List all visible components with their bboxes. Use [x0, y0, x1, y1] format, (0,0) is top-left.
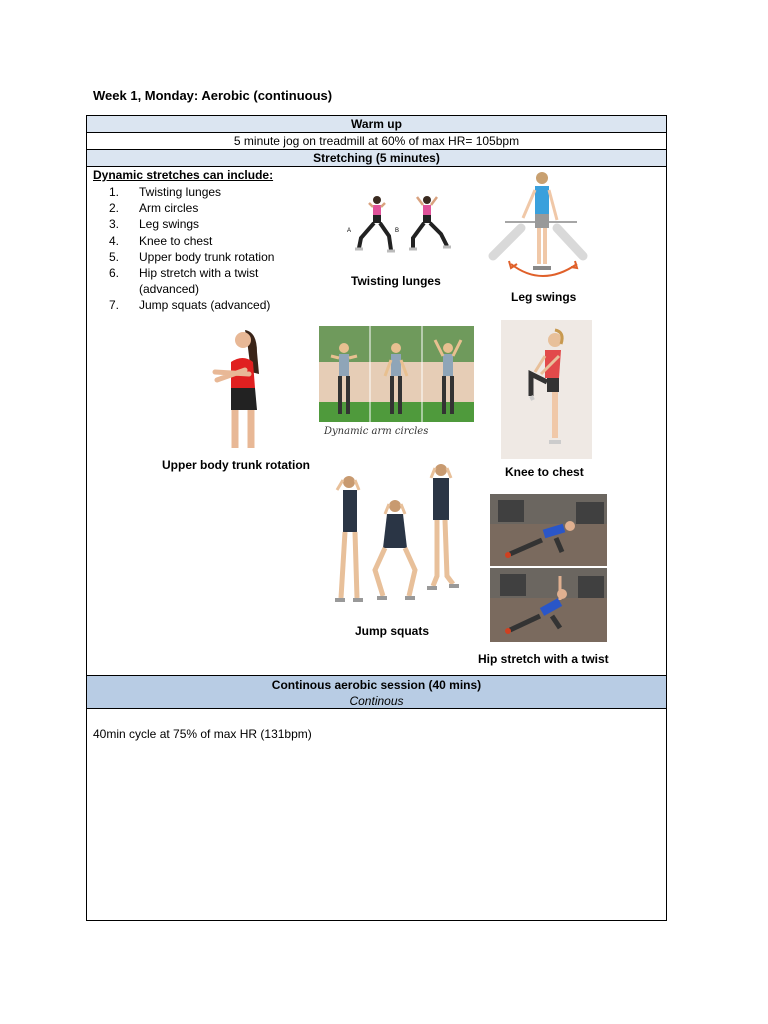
lunge-label-a: A: [347, 228, 352, 234]
stretching-header: Stretching (5 minutes): [87, 150, 666, 167]
list-item: 6. Hip stretch with a twist (advanced): [109, 266, 259, 297]
list-item: 5. Upper body trunk rotation: [109, 249, 275, 264]
knee-to-chest-caption: Knee to chest: [505, 465, 584, 479]
list-item: 7. Jump squats (advanced): [109, 298, 271, 313]
arm-circles-photo-text: Dynamic arm circles: [324, 426, 429, 437]
list-item: 4. Knee to chest: [109, 233, 213, 248]
warmup-header: Warm up: [87, 116, 666, 133]
hip-stretch-photo: [490, 494, 607, 642]
stretch-list-title: Dynamic stretches can include:: [93, 168, 274, 182]
list-item: 3. Leg swings: [109, 217, 200, 232]
page-title: Week 1, Monday: Aerobic (continuous): [93, 88, 333, 103]
workout-table: [86, 115, 667, 921]
jump-squats-caption: Jump squats: [355, 624, 430, 638]
knee-to-chest-photo: [501, 320, 592, 459]
aerobic-header: [87, 675, 666, 709]
list-item: 2. Arm circles: [109, 201, 199, 216]
leg-swings-caption: Leg swings: [511, 290, 577, 304]
lunge-label-b: B: [395, 228, 400, 234]
aerobic-description: 40min cycle at 75% of max HR (131bpm): [93, 727, 312, 741]
aerobic-subtitle: Continous: [349, 694, 404, 708]
jump-squats-photo: [329, 464, 469, 610]
leg-swings-photo: [487, 168, 599, 282]
trunk-rotation-photo: [205, 326, 271, 450]
stretch-list: [109, 184, 309, 314]
twisting-lunges-caption: Twisting lunges: [351, 274, 441, 288]
twisting-lunges-photo: [343, 188, 461, 264]
warmup-instruction: 5 minute jog on treadmill at 60% of max HR= 105bpm: [87, 133, 666, 150]
arm-circles-photo: [319, 326, 474, 439]
trunk-rotation-caption: Upper body trunk rotation: [162, 458, 310, 472]
hip-stretch-caption: Hip stretch with a twist: [478, 652, 609, 666]
aerobic-title: Continous aerobic session (40 mins): [271, 678, 482, 692]
list-item: 1. Twisting lunges: [109, 185, 222, 199]
